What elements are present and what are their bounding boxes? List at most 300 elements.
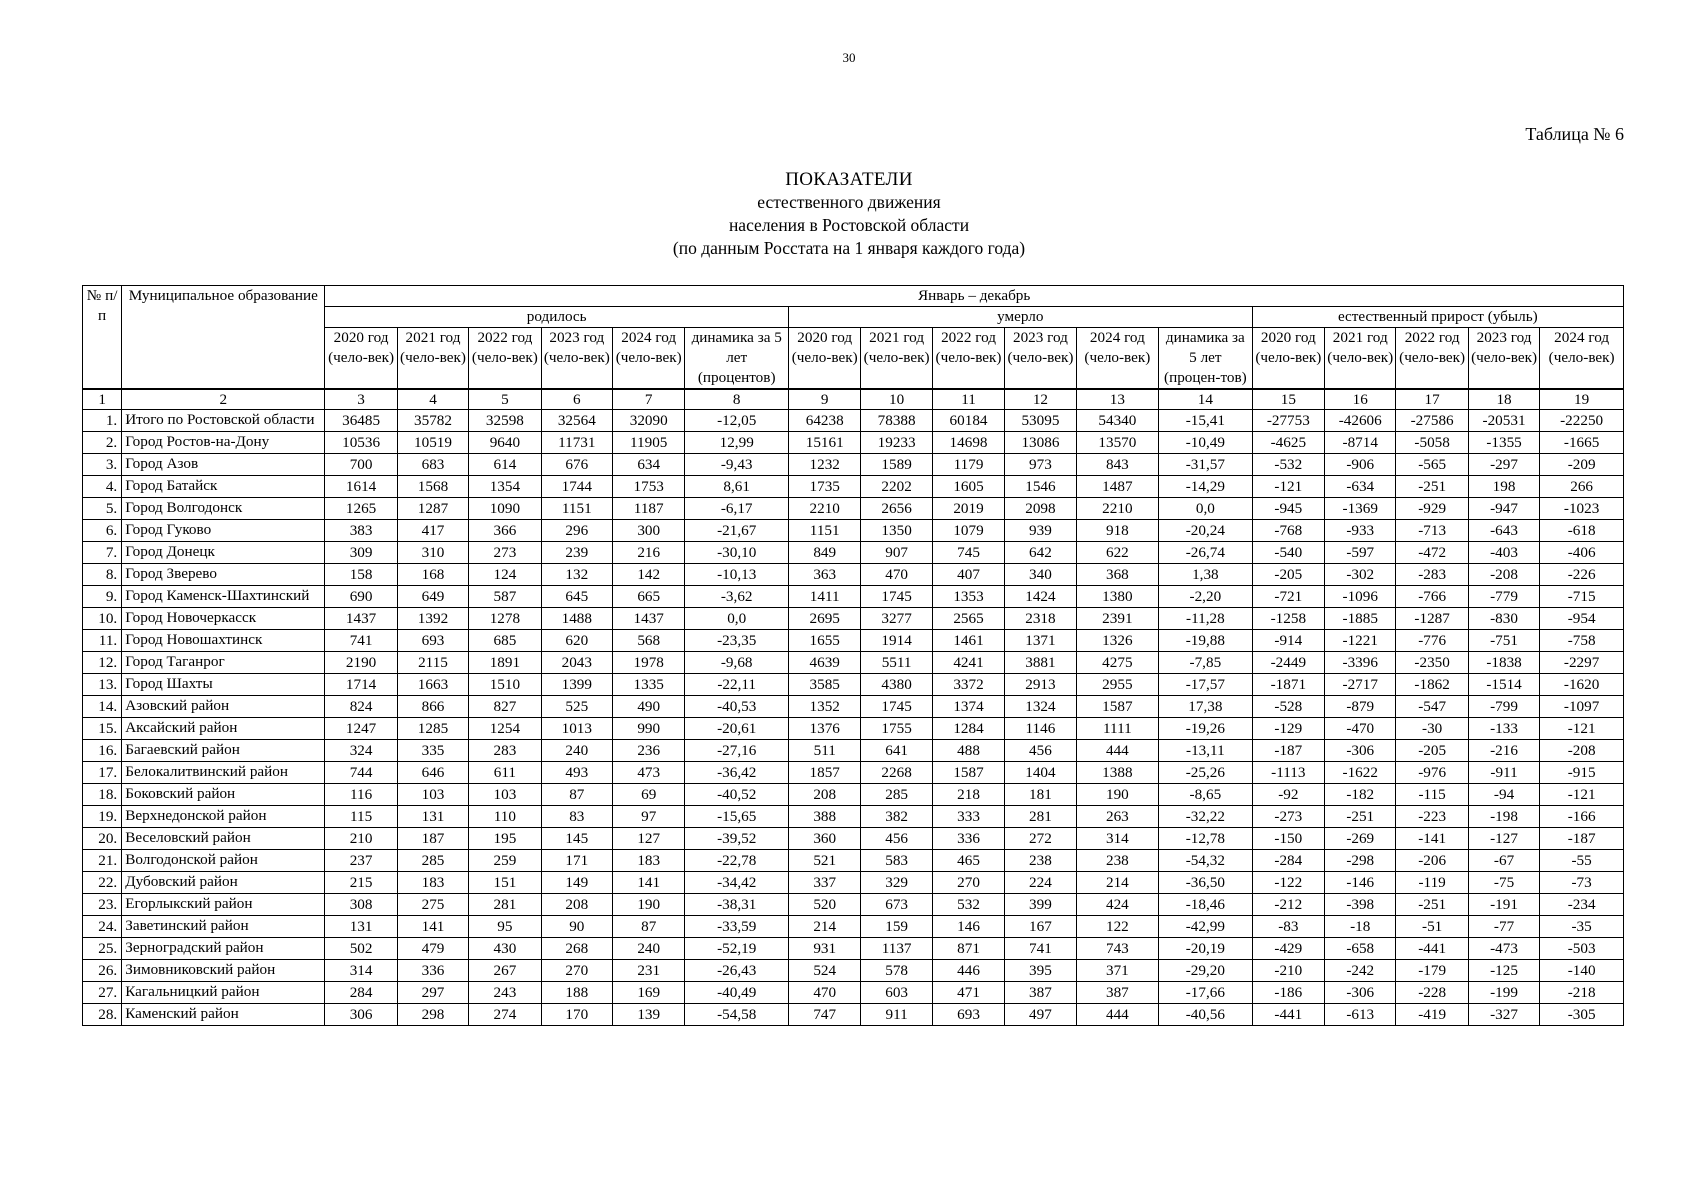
table-cell: 1587: [932, 762, 1004, 784]
table-cell: 1013: [541, 718, 612, 740]
column-number: 8: [685, 389, 789, 410]
table-cell: 170: [541, 1004, 612, 1026]
table-cell: 1487: [1076, 476, 1158, 498]
table-cell: 83: [541, 806, 612, 828]
column-number: 10: [861, 389, 932, 410]
table-cell: 32598: [469, 410, 541, 432]
table-cell: 268: [541, 938, 612, 960]
table-cell: -327: [1468, 1004, 1539, 1026]
table-cell: -911: [1468, 762, 1539, 784]
table-cell: 371: [1076, 960, 1158, 982]
table-cell: 849: [789, 542, 861, 564]
table-cell: -38,31: [685, 894, 789, 916]
table-cell: 634: [613, 454, 685, 476]
table-cell: 1350: [861, 520, 932, 542]
municipality-name: Город Зверево: [122, 564, 325, 586]
table-cell: 167: [1005, 916, 1076, 938]
table-cell: -269: [1325, 828, 1396, 850]
table-cell: -150: [1252, 828, 1324, 850]
table-cell: 1187: [613, 498, 685, 520]
table-cell: 240: [541, 740, 612, 762]
table-cell: 267: [469, 960, 541, 982]
table-cell: 132: [541, 564, 612, 586]
table-cell: 4275: [1076, 652, 1158, 674]
table-cell: -2,20: [1159, 586, 1253, 608]
table-cell: 284: [325, 982, 397, 1004]
table-cell: -1862: [1396, 674, 1468, 696]
table-cell: 1755: [861, 718, 932, 740]
column-number: 16: [1325, 389, 1396, 410]
table-cell: -472: [1396, 542, 1468, 564]
table-cell: -3,62: [685, 586, 789, 608]
header-natural: естественный прирост (убыль): [1252, 307, 1623, 328]
row-number: 22.: [83, 872, 122, 894]
table-cell: 843: [1076, 454, 1158, 476]
table-cell: -75: [1468, 872, 1539, 894]
table-cell: -251: [1396, 476, 1468, 498]
table-row: [83, 740, 1624, 762]
table-cell: 382: [861, 806, 932, 828]
table-cell: 2115: [397, 652, 468, 674]
header-year-col: 2020 год (чело-век): [789, 328, 861, 390]
table-cell: -55: [1540, 850, 1624, 872]
table-cell: 1326: [1076, 630, 1158, 652]
municipality-name: Белокалитвинский район: [122, 762, 325, 784]
municipality-name: Боковский район: [122, 784, 325, 806]
municipality-name: Волгодонской район: [122, 850, 325, 872]
table-cell: -1258: [1252, 608, 1324, 630]
table-cell: 521: [789, 850, 861, 872]
table-cell: 741: [1005, 938, 1076, 960]
table-cell: -115: [1396, 784, 1468, 806]
table-cell: -403: [1468, 542, 1539, 564]
table-cell: 53095: [1005, 410, 1076, 432]
table-cell: -205: [1396, 740, 1468, 762]
table-cell: 237: [325, 850, 397, 872]
table-cell: -18: [1325, 916, 1396, 938]
table-cell: -199: [1468, 982, 1539, 1004]
table-cell: 122: [1076, 916, 1158, 938]
table-cell: 444: [1076, 1004, 1158, 1026]
table-cell: 3277: [861, 608, 932, 630]
table-cell: 224: [1005, 872, 1076, 894]
table-cell: 2210: [789, 498, 861, 520]
table-cell: 2098: [1005, 498, 1076, 520]
table-cell: -8714: [1325, 432, 1396, 454]
title-line-2: естественного движения: [757, 192, 941, 212]
table-cell: 214: [1076, 872, 1158, 894]
table-cell: -26,74: [1159, 542, 1253, 564]
table-cell: 1437: [613, 608, 685, 630]
municipality-name: Город Батайск: [122, 476, 325, 498]
table-cell: 243: [469, 982, 541, 1004]
row-number: 16.: [83, 740, 122, 762]
table-cell: -30: [1396, 718, 1468, 740]
table-cell: 10536: [325, 432, 397, 454]
municipality-name: Город Шахты: [122, 674, 325, 696]
table-cell: -503: [1540, 938, 1624, 960]
table-cell: 490: [613, 696, 685, 718]
table-cell: 3372: [932, 674, 1004, 696]
table-cell: 1587: [1076, 696, 1158, 718]
table-cell: 2955: [1076, 674, 1158, 696]
table-cell: -35: [1540, 916, 1624, 938]
table-cell: 324: [325, 740, 397, 762]
table-cell: 1376: [789, 718, 861, 740]
table-label: Таблица № 6: [1525, 124, 1624, 144]
table-cell: -26,43: [685, 960, 789, 982]
header-died: умерло: [789, 307, 1253, 328]
table-cell: 238: [1005, 850, 1076, 872]
table-cell: 1745: [861, 696, 932, 718]
table-row: [83, 674, 1624, 696]
header-year-col: 2024 год (чело-век): [613, 328, 685, 390]
column-number: 6: [541, 389, 612, 410]
table-cell: 1,38: [1159, 564, 1253, 586]
table-cell: 36485: [325, 410, 397, 432]
table-cell: 2190: [325, 652, 397, 674]
table-cell: 336: [397, 960, 468, 982]
table-cell: 306: [325, 1004, 397, 1026]
table-cell: -42,99: [1159, 916, 1253, 938]
table-cell: 646: [397, 762, 468, 784]
table-row: [83, 1004, 1624, 1026]
row-number: 20.: [83, 828, 122, 850]
table-cell: -1665: [1540, 432, 1624, 454]
table-cell: 446: [932, 960, 1004, 982]
table-cell: 17,38: [1159, 696, 1253, 718]
header-year-col: 2021 год (чело-век): [397, 328, 468, 390]
table-cell: -32,22: [1159, 806, 1253, 828]
row-number: 10.: [83, 608, 122, 630]
table-cell: 95: [469, 916, 541, 938]
table-cell: -10,49: [1159, 432, 1253, 454]
table-cell: 824: [325, 696, 397, 718]
table-cell: 1335: [613, 674, 685, 696]
header-year-col: 2024 год (чело-век): [1540, 328, 1624, 390]
row-number: 27.: [83, 982, 122, 1004]
table-cell: 210: [325, 828, 397, 850]
table-cell: -129: [1252, 718, 1324, 740]
table-cell: 1265: [325, 498, 397, 520]
table-cell: 456: [1005, 740, 1076, 762]
table-cell: 2913: [1005, 674, 1076, 696]
table-cell: -1838: [1468, 652, 1539, 674]
municipality-name: Город Таганрог: [122, 652, 325, 674]
table-cell: 35782: [397, 410, 468, 432]
table-cell: 1285: [397, 718, 468, 740]
table-title: [0, 168, 1698, 260]
table-cell: -4625: [1252, 432, 1324, 454]
table-row: [83, 762, 1624, 784]
table-cell: 10519: [397, 432, 468, 454]
table-cell: -166: [1540, 806, 1624, 828]
table-cell: 568: [613, 630, 685, 652]
table-cell: 939: [1005, 520, 1076, 542]
table-cell: -212: [1252, 894, 1324, 916]
header-year-col: 2022 год (чело-век): [932, 328, 1004, 390]
table-cell: 525: [541, 696, 612, 718]
table-cell: -52,19: [685, 938, 789, 960]
table-cell: -429: [1252, 938, 1324, 960]
table-cell: 335: [397, 740, 468, 762]
table-cell: -182: [1325, 784, 1396, 806]
table-cell: 497: [1005, 1004, 1076, 1026]
table-cell: -297: [1468, 454, 1539, 476]
municipality-name: Кагальницкий район: [122, 982, 325, 1004]
table-row: [83, 454, 1624, 476]
table-header: [83, 286, 1624, 390]
table-cell: -218: [1540, 982, 1624, 1004]
table-cell: -779: [1468, 586, 1539, 608]
header-year-col: 2020 год (чело-век): [1252, 328, 1324, 390]
table-cell: 2268: [861, 762, 932, 784]
row-number: 14.: [83, 696, 122, 718]
table-cell: -234: [1540, 894, 1624, 916]
row-number: 21.: [83, 850, 122, 872]
table-cell: 183: [613, 850, 685, 872]
table-row: [83, 564, 1624, 586]
table-cell: 2202: [861, 476, 932, 498]
table-cell: 296: [541, 520, 612, 542]
table-cell: -223: [1396, 806, 1468, 828]
table-cell: 151: [469, 872, 541, 894]
table-cell: 141: [397, 916, 468, 938]
table-cell: -915: [1540, 762, 1624, 784]
table-cell: -216: [1468, 740, 1539, 762]
table-cell: -19,88: [1159, 630, 1253, 652]
table-cell: -206: [1396, 850, 1468, 872]
municipality-name: Город Новошахтинск: [122, 630, 325, 652]
table-cell: 1891: [469, 652, 541, 674]
table-cell: -27586: [1396, 410, 1468, 432]
table-cell: -441: [1252, 1004, 1324, 1026]
table-cell: 690: [325, 586, 397, 608]
table-cell: 622: [1076, 542, 1158, 564]
table-cell: 14698: [932, 432, 1004, 454]
table-cell: 309: [325, 542, 397, 564]
table-cell: -302: [1325, 564, 1396, 586]
municipality-name: Егорлыкский район: [122, 894, 325, 916]
column-number: 14: [1159, 389, 1253, 410]
table-cell: -284: [1252, 850, 1324, 872]
table-cell: 87: [613, 916, 685, 938]
table-cell: 479: [397, 938, 468, 960]
table-cell: 470: [861, 564, 932, 586]
table-row: [83, 432, 1624, 454]
table-body: [83, 410, 1624, 1026]
table-cell: -22250: [1540, 410, 1624, 432]
header-municipal: Муниципальное образование: [122, 286, 325, 390]
table-cell: 145: [541, 828, 612, 850]
table-cell: 488: [932, 740, 1004, 762]
table-cell: 1254: [469, 718, 541, 740]
row-number: 7.: [83, 542, 122, 564]
header-year-col: 2023 год (чело-век): [541, 328, 612, 390]
table-cell: 336: [932, 828, 1004, 850]
table-cell: 1353: [932, 586, 1004, 608]
table-cell: 4380: [861, 674, 932, 696]
table-cell: -14,29: [1159, 476, 1253, 498]
table-cell: -20531: [1468, 410, 1539, 432]
table-cell: -305: [1540, 1004, 1624, 1026]
table-cell: -198: [1468, 806, 1539, 828]
table-cell: -119: [1396, 872, 1468, 894]
table-cell: 32090: [613, 410, 685, 432]
table-cell: 603: [861, 982, 932, 1004]
municipality-name: Итого по Ростовской области: [122, 410, 325, 432]
table-cell: -879: [1325, 696, 1396, 718]
table-cell: -208: [1540, 740, 1624, 762]
table-cell: -933: [1325, 520, 1396, 542]
table-cell: -613: [1325, 1004, 1396, 1026]
table-cell: 1605: [932, 476, 1004, 498]
table-cell: -34,42: [685, 872, 789, 894]
table-cell: 266: [1540, 476, 1624, 498]
table-cell: -83: [1252, 916, 1324, 938]
table-cell: 520: [789, 894, 861, 916]
table-cell: 231: [613, 960, 685, 982]
table-cell: 911: [861, 1004, 932, 1026]
table-cell: 13086: [1005, 432, 1076, 454]
title-main: ПОКАЗАТЕЛИ: [785, 169, 913, 190]
table-cell: 973: [1005, 454, 1076, 476]
column-number: 15: [1252, 389, 1324, 410]
row-number: 23.: [83, 894, 122, 916]
table-cell: 239: [541, 542, 612, 564]
table-cell: 183: [397, 872, 468, 894]
table-cell: 8,61: [685, 476, 789, 498]
table-cell: 131: [397, 806, 468, 828]
table-cell: 240: [613, 938, 685, 960]
table-cell: 190: [613, 894, 685, 916]
table-row: [83, 476, 1624, 498]
table-cell: 9640: [469, 432, 541, 454]
municipality-name: Город Волгодонск: [122, 498, 325, 520]
table-cell: -1096: [1325, 586, 1396, 608]
column-number: 18: [1468, 389, 1539, 410]
table-cell: 2565: [932, 608, 1004, 630]
table-cell: -36,50: [1159, 872, 1253, 894]
table-cell: 456: [861, 828, 932, 850]
table-cell: 511: [789, 740, 861, 762]
table-cell: 270: [541, 960, 612, 982]
table-cell: 931: [789, 938, 861, 960]
table-cell: -470: [1325, 718, 1396, 740]
header-year-col: 2023 год (чело-век): [1468, 328, 1539, 390]
table-cell: 683: [397, 454, 468, 476]
table-cell: 159: [861, 916, 932, 938]
table-cell: -179: [1396, 960, 1468, 982]
table-cell: 11731: [541, 432, 612, 454]
table-cell: 2656: [861, 498, 932, 520]
table-cell: -306: [1325, 982, 1396, 1004]
header-year-col: 2023 год (чело-век): [1005, 328, 1076, 390]
table-cell: -67: [1468, 850, 1539, 872]
table-row: [83, 630, 1624, 652]
table-cell: 4241: [932, 652, 1004, 674]
municipality-name: Верхнедонской район: [122, 806, 325, 828]
table-cell: 1151: [541, 498, 612, 520]
column-number: 12: [1005, 389, 1076, 410]
table-cell: -1369: [1325, 498, 1396, 520]
table-cell: 1090: [469, 498, 541, 520]
table-cell: 1137: [861, 938, 932, 960]
table-cell: -30,10: [685, 542, 789, 564]
table-cell: 285: [861, 784, 932, 806]
table-cell: 744: [325, 762, 397, 784]
table-cell: 158: [325, 564, 397, 586]
table-cell: -73: [1540, 872, 1624, 894]
table-cell: -547: [1396, 696, 1468, 718]
row-number: 25.: [83, 938, 122, 960]
table-cell: -5058: [1396, 432, 1468, 454]
table-cell: 300: [613, 520, 685, 542]
table-cell: -54,58: [685, 1004, 789, 1026]
table-cell: -766: [1396, 586, 1468, 608]
table-cell: -127: [1468, 828, 1539, 850]
header-year-col: динамика за 5 лет (процен-тов): [1159, 328, 1253, 390]
header-year-col: 2020 год (чело-век): [325, 328, 397, 390]
table-cell: 115: [325, 806, 397, 828]
table-cell: 3585: [789, 674, 861, 696]
municipality-name: Город Каменск-Шахтинский: [122, 586, 325, 608]
table-cell: 329: [861, 872, 932, 894]
table-cell: 747: [789, 1004, 861, 1026]
table-cell: 198: [1468, 476, 1539, 498]
header-year-col: 2024 год (чело-век): [1076, 328, 1158, 390]
table-row: [83, 498, 1624, 520]
header-year-col: динамика за 5 лет (процентов): [685, 328, 789, 390]
table-cell: 297: [397, 982, 468, 1004]
table-cell: 470: [789, 982, 861, 1004]
municipality-name: Город Ростов-на-Дону: [122, 432, 325, 454]
table-cell: -528: [1252, 696, 1324, 718]
table-cell: -19,26: [1159, 718, 1253, 740]
row-number: 1.: [83, 410, 122, 432]
table-cell: -658: [1325, 938, 1396, 960]
table-cell: 5511: [861, 652, 932, 674]
table-cell: 188: [541, 982, 612, 1004]
table-cell: 103: [397, 784, 468, 806]
table-cell: -618: [1540, 520, 1624, 542]
table-cell: -40,56: [1159, 1004, 1253, 1026]
table-cell: -634: [1325, 476, 1396, 498]
row-number: 17.: [83, 762, 122, 784]
table-cell: 2318: [1005, 608, 1076, 630]
table-cell: -419: [1396, 1004, 1468, 1026]
table-cell: 12,99: [685, 432, 789, 454]
table-cell: 611: [469, 762, 541, 784]
table-cell: 532: [932, 894, 1004, 916]
municipality-name: Зимовниковский район: [122, 960, 325, 982]
table-row: [83, 828, 1624, 850]
table-cell: 465: [932, 850, 1004, 872]
table-cell: -929: [1396, 498, 1468, 520]
row-number: 28.: [83, 1004, 122, 1026]
table-cell: -140: [1540, 960, 1624, 982]
table-cell: 215: [325, 872, 397, 894]
table-cell: -251: [1325, 806, 1396, 828]
table-cell: 190: [1076, 784, 1158, 806]
table-cell: -205: [1252, 564, 1324, 586]
municipality-name: Дубовский район: [122, 872, 325, 894]
table-cell: 493: [541, 762, 612, 784]
table-cell: 208: [789, 784, 861, 806]
table-cell: -1622: [1325, 762, 1396, 784]
table-cell: -40,52: [685, 784, 789, 806]
table-cell: 1371: [1005, 630, 1076, 652]
